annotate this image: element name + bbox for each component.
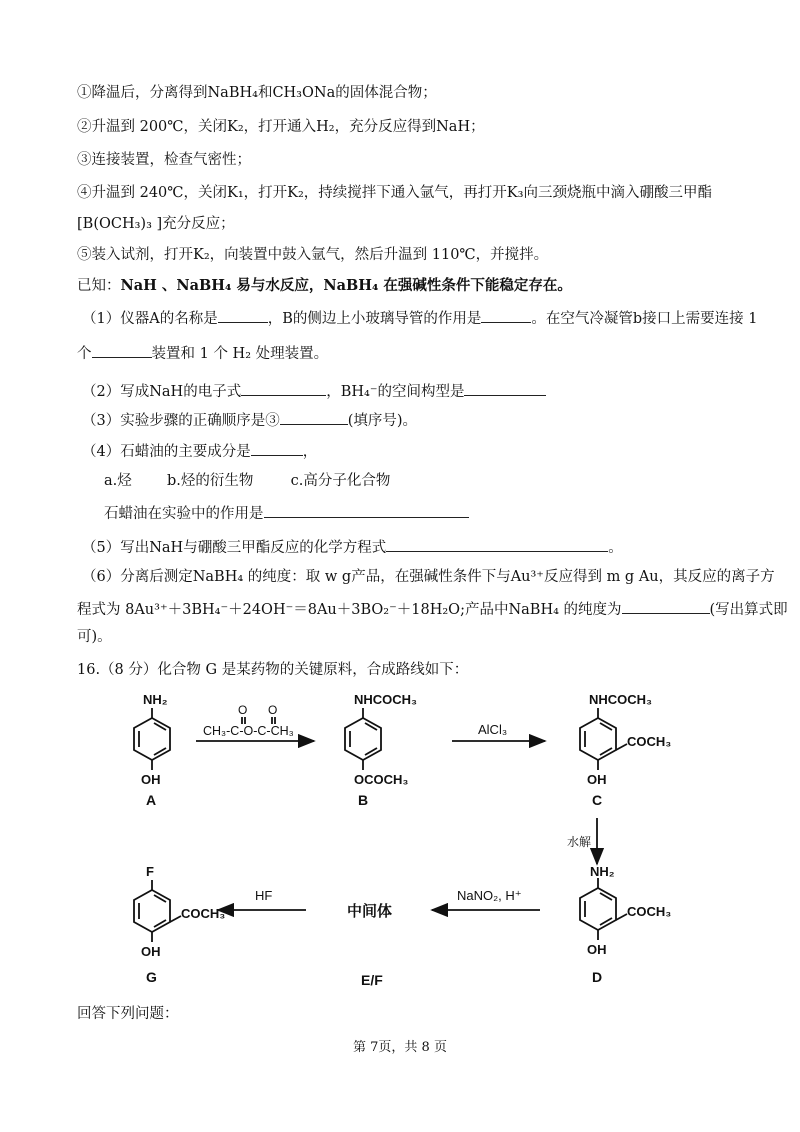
question-16-title: 16.（8 分）化合物 G 是某药物的关键原料，合成路线如下： xyxy=(77,662,469,678)
step-4-continued: [B(OCH₃)₃ ]充分反应； xyxy=(77,216,235,232)
question-6: （6）分离后测定NaBH₄ 的纯度：取 w g产品，在强碱性条件下与Au³⁺反应得到 m g Au，其反应的离子方 xyxy=(82,569,775,585)
compound-a xyxy=(134,692,170,808)
option-b[interactable]: b.烃的衍生物 xyxy=(166,473,254,489)
amino-group: NH₂ xyxy=(590,864,615,879)
carbonyl-oxygen-1: O xyxy=(238,703,248,717)
acetamido-group: NHCOCH₃ xyxy=(354,692,418,707)
fluoro-group: F xyxy=(146,864,154,879)
question-1: （1）仪器A的名称是 ，B的侧边上小玻璃导管的作用是 。在空气冷凝管b接口上需要连接 1 xyxy=(82,307,757,329)
step-4: ④升温到 240℃，关闭K₁，打开K₂，持续搅拌下通入氩气，再打开K₃向三颈烧瓶中滴入硼酸三甲酯 xyxy=(77,185,712,201)
question-2: （2）写成NaH的电子式 ，BH₄⁻的空间构型是 xyxy=(82,380,546,402)
answer-blank[interactable] xyxy=(622,598,710,614)
hydroxy-group: OH xyxy=(587,772,607,787)
reaction-arrow-ef-g xyxy=(218,888,306,910)
acetoxy-group: OCOCH₃ xyxy=(354,772,409,787)
amino-group: NH₂ xyxy=(143,692,168,707)
intermediate-label: 中间体 xyxy=(347,903,393,920)
compound-label-c: C xyxy=(592,792,603,808)
answer-blank[interactable] xyxy=(481,307,531,323)
question-4-role: 石蜡油在实验中的作用是 xyxy=(104,502,469,524)
known-info: 已知：NaH 、NaBH₄ 易与水反应，NaBH₄ 在强碱性条件下能稳定存在。 xyxy=(77,277,572,294)
answer-blank[interactable] xyxy=(251,440,303,456)
reaction-arrow-c-d xyxy=(567,818,597,864)
question-6-continued: 程式为 8Au³⁺＋3BH₄⁻＋24OH⁻＝8Au＋3BO₂⁻＋18H₂O;产品中NaBH₄ 的纯度为 (写出算式即 xyxy=(77,598,788,620)
step-3: ③连接装置，检查气密性； xyxy=(77,152,251,168)
question-4-options xyxy=(104,471,390,491)
acetic-anhydride: CH₃-C-O-C-CH₃ xyxy=(203,724,294,738)
step-1: ①降温后，分离得到NaBH₄和CH₃ONa的固体混合物； xyxy=(77,85,437,101)
reaction-arrow-d-ef xyxy=(432,888,540,910)
answer-blank[interactable] xyxy=(92,342,152,358)
answer-blank[interactable] xyxy=(264,502,469,518)
hydroxy-group: OH xyxy=(141,772,161,787)
acetyl-group: COCH₃ xyxy=(627,734,672,749)
acetamido-group: NHCOCH₃ xyxy=(589,692,653,707)
option-c[interactable]: c.高分子化合物 xyxy=(290,473,391,489)
compound-label-g: G xyxy=(146,969,157,985)
hydroxy-group: OH xyxy=(141,944,161,959)
option-a[interactable]: a.烃 xyxy=(104,473,132,489)
synthesis-scheme xyxy=(0,680,800,1000)
answer-blank[interactable] xyxy=(464,380,546,396)
question-4: （4）石蜡油的主要成分是 ， xyxy=(82,440,317,462)
hf-reagent: HF xyxy=(255,888,273,903)
reaction-arrow-a-b xyxy=(196,703,314,741)
answer-blank[interactable] xyxy=(241,380,326,396)
step-2: ②升温到 200℃，关闭K₂，打开通入H₂，充分反应得到NaH； xyxy=(77,119,485,135)
step-5: ⑤装入试剂，打开K₂，向装置中鼓入氩气，然后升温到 110℃，并搅拌。 xyxy=(77,247,549,263)
nitrite-reagent: NaNO₂, H⁺ xyxy=(457,888,522,903)
answer-blank[interactable] xyxy=(386,536,608,552)
compound-c xyxy=(580,692,671,808)
compound-d xyxy=(580,864,671,985)
page-footer: 第 7页，共 8 页 xyxy=(353,1040,447,1055)
acetyl-group: COCH₃ xyxy=(181,906,226,921)
answer-blank[interactable] xyxy=(218,307,268,323)
question-3: （3）实验步骤的正确顺序是③ (填序号)。 xyxy=(82,409,417,431)
hydroxy-group: OH xyxy=(587,942,607,957)
answer-blank[interactable] xyxy=(280,409,348,425)
carbonyl-oxygen-2: O xyxy=(268,703,278,717)
answer-prompt: 回答下列问题： xyxy=(77,1006,179,1022)
compound-label-d: D xyxy=(592,969,603,985)
compound-g xyxy=(134,864,225,985)
compound-label-a: A xyxy=(146,792,157,808)
alcl3-reagent: AlCl₃ xyxy=(478,722,508,737)
compound-b xyxy=(345,692,417,808)
compound-label-ef: E/F xyxy=(361,972,383,988)
question-5: （5）写出NaH与硼酸三甲酯反应的化学方程式 。 xyxy=(82,536,623,558)
hydrolysis-reagent: 水解 xyxy=(567,835,592,849)
question-1-continued: 个 装置和 1 个 H₂ 处理装置。 xyxy=(77,342,328,364)
question-6-end: 可)。 xyxy=(77,629,112,645)
acetyl-group: COCH₃ xyxy=(627,904,672,919)
compound-label-b: B xyxy=(358,792,369,808)
reaction-arrow-b-c xyxy=(452,722,545,741)
